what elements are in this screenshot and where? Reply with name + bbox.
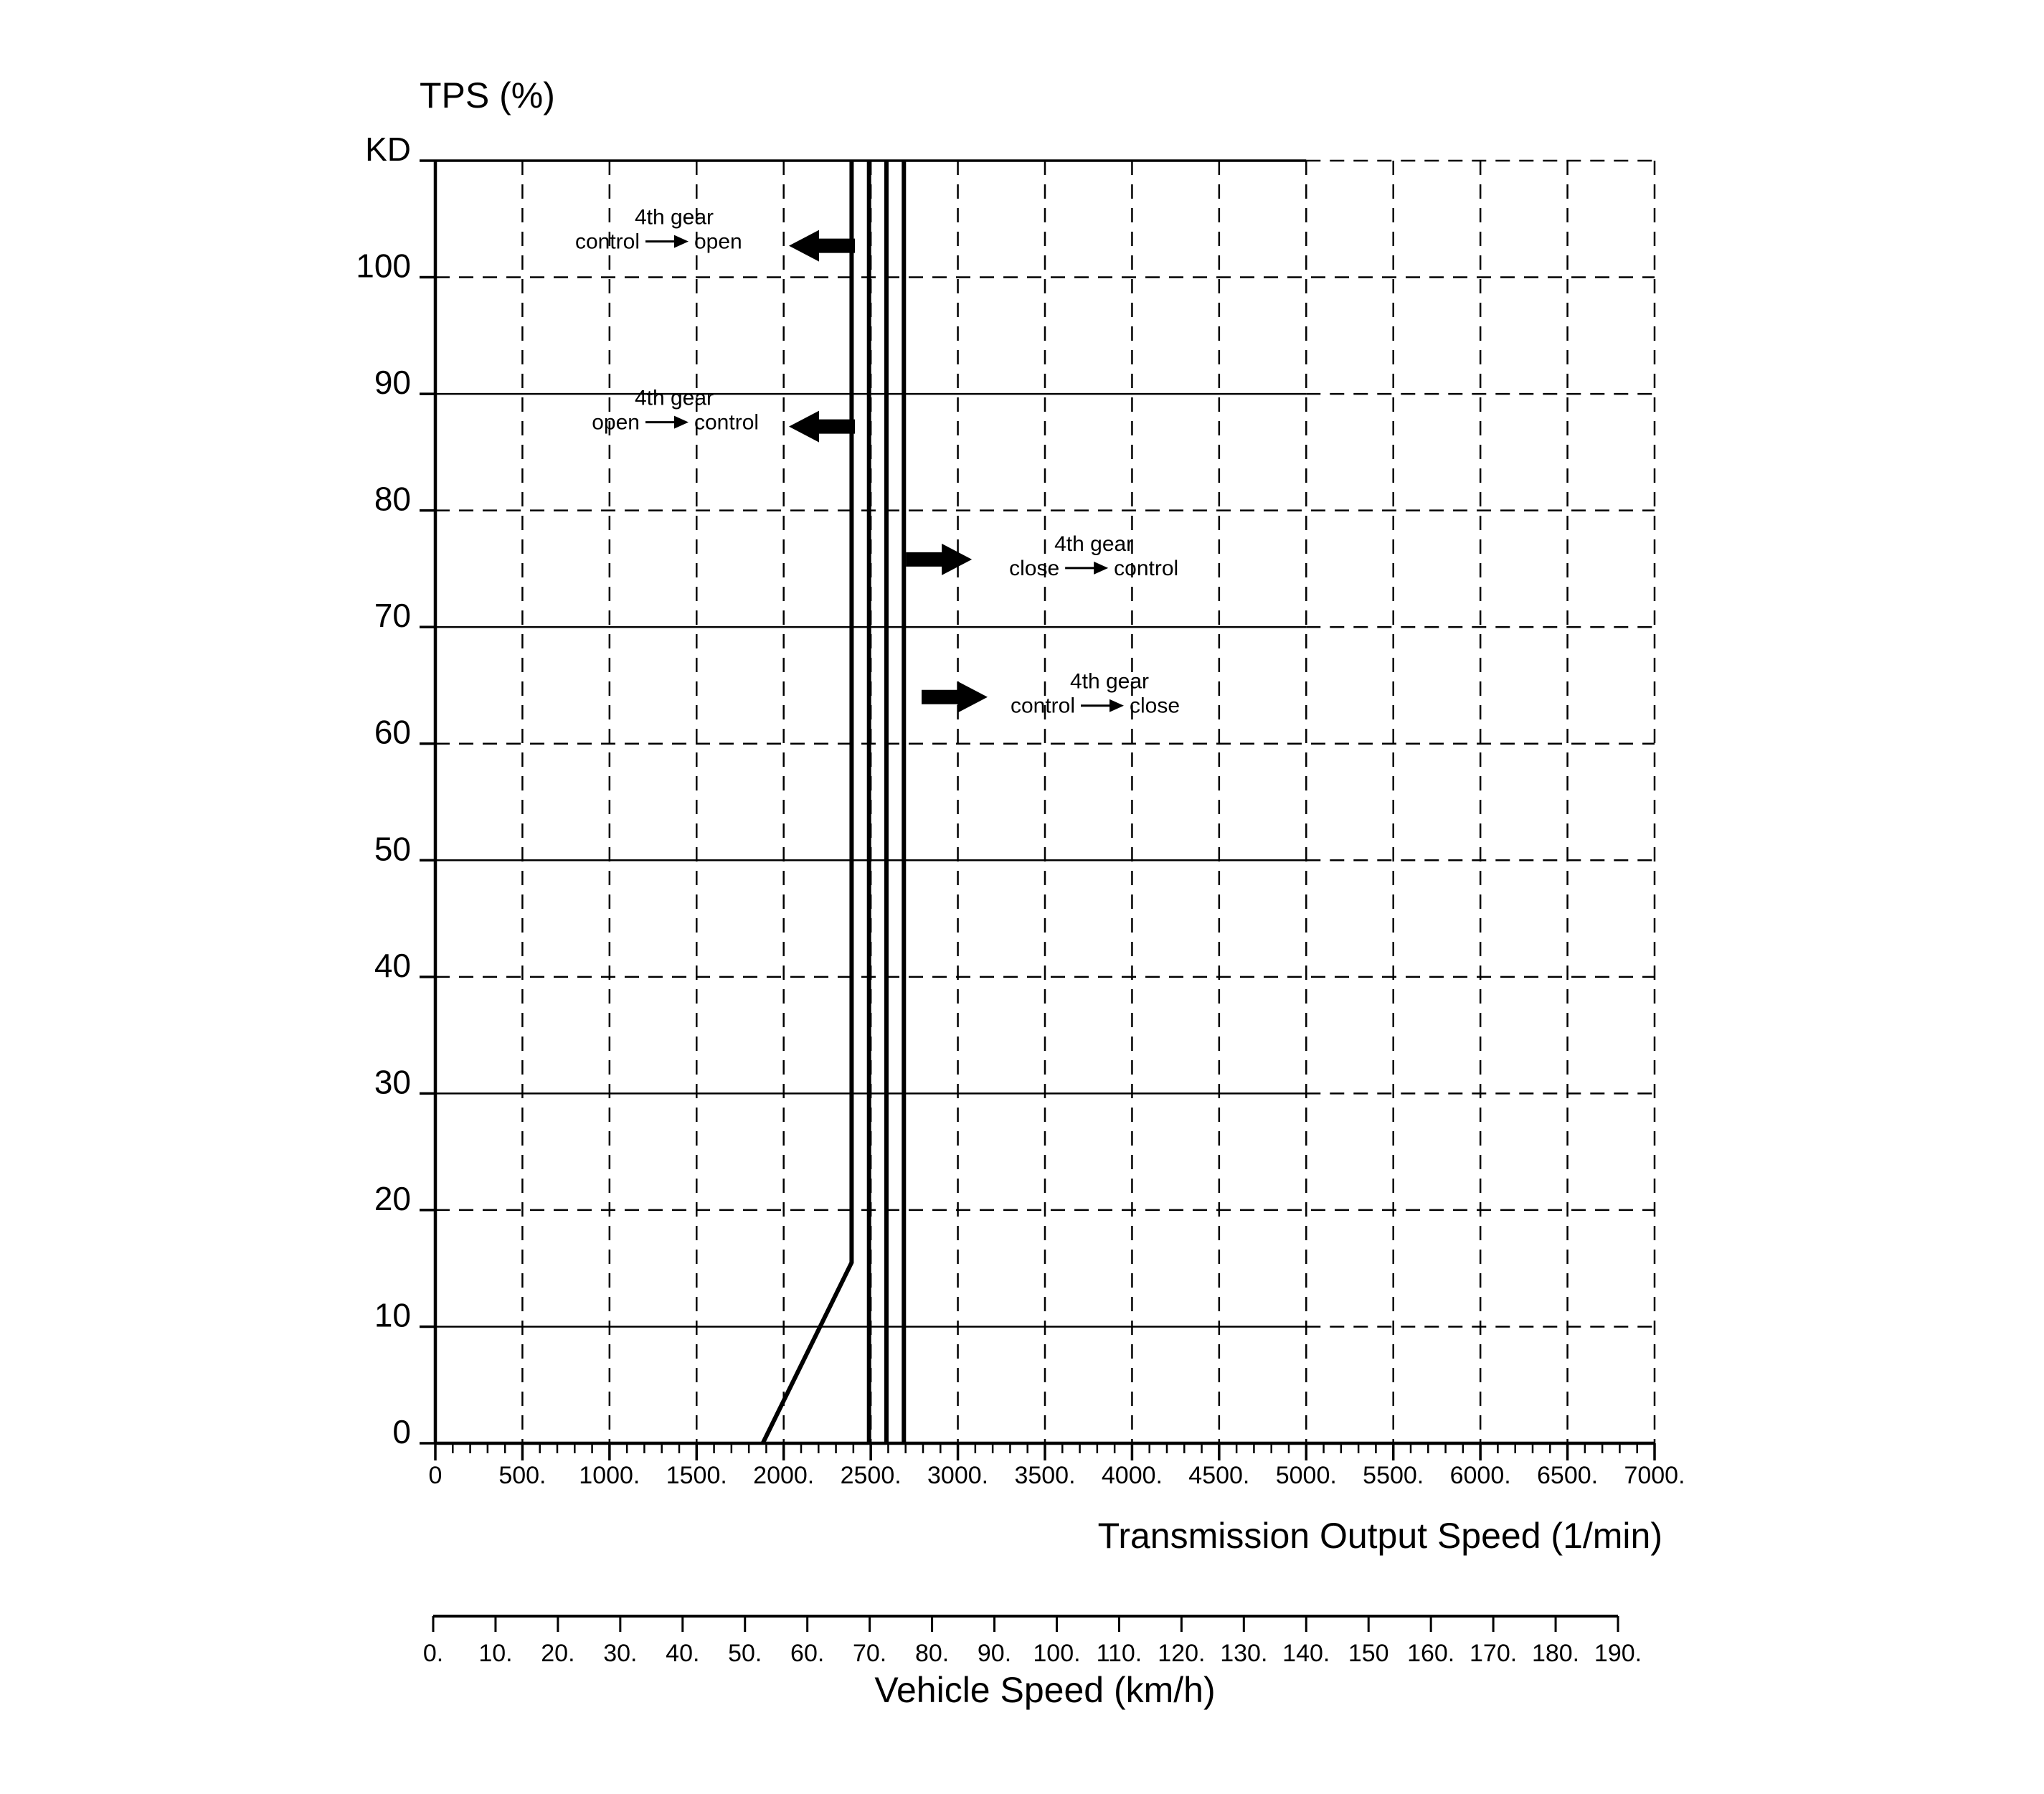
x-tick-label: 3500. bbox=[1014, 1462, 1076, 1489]
y-tick-label: 50 bbox=[374, 830, 411, 868]
vehicle-speed-tick-label: 50. bbox=[728, 1640, 762, 1667]
x-tick-label: 4500. bbox=[1188, 1462, 1250, 1489]
vehicle-speed-tick-label: 10. bbox=[478, 1640, 513, 1667]
x-tick-label: 4000. bbox=[1101, 1462, 1163, 1489]
annotation-title: 4th gear bbox=[634, 205, 714, 230]
x-tick-label: 6000. bbox=[1449, 1462, 1511, 1489]
vehicle-speed-tick-label: 190. bbox=[1594, 1640, 1642, 1667]
vehicle-speed-tick-label: 130. bbox=[1220, 1640, 1268, 1667]
vehicle-speed-tick-label: 140. bbox=[1282, 1640, 1330, 1667]
annotation-to: open bbox=[694, 230, 742, 254]
y-tick-label: 60 bbox=[374, 713, 411, 751]
x-tick-label: 500. bbox=[498, 1462, 547, 1489]
annotation-title: 4th gear bbox=[1069, 669, 1150, 694]
y-tick-label: 10 bbox=[374, 1296, 411, 1334]
vehicle-speed-tick-label: 160. bbox=[1407, 1640, 1455, 1667]
x-tick-label: 2000. bbox=[753, 1462, 815, 1489]
annotation-title: 4th gear bbox=[1054, 532, 1134, 556]
annotation-from: control bbox=[574, 230, 640, 254]
vehicle-speed-tick-label: 20. bbox=[541, 1640, 575, 1667]
y-tick-label: 0 bbox=[392, 1413, 411, 1450]
y-tick-label: 70 bbox=[374, 597, 411, 635]
vehicle-speed-tick-label: 60. bbox=[790, 1640, 825, 1667]
y-tick-label: 90 bbox=[374, 364, 411, 402]
x-tick-label: 7000. bbox=[1624, 1462, 1685, 1489]
annotation-title: 4th gear bbox=[634, 386, 714, 410]
secondary-x-axis-title: Vehicle Speed (km/h) bbox=[874, 1670, 1216, 1710]
y-tick-label: 30 bbox=[374, 1063, 411, 1101]
annotation-from: open bbox=[592, 410, 640, 435]
x-tick-label: 6500. bbox=[1537, 1462, 1599, 1489]
x-tick-label: 3000. bbox=[927, 1462, 989, 1489]
annotation-to: control bbox=[694, 410, 760, 435]
x-tick-label: 0 bbox=[428, 1462, 443, 1489]
y-tick-label: KD bbox=[365, 131, 411, 168]
x-tick-label: 1500. bbox=[666, 1462, 727, 1489]
x-tick-label: 5500. bbox=[1363, 1462, 1424, 1489]
vehicle-speed-tick-label: 170. bbox=[1470, 1640, 1518, 1667]
vehicle-speed-tick-label: 110. bbox=[1096, 1640, 1142, 1667]
vehicle-speed-tick-label: 90. bbox=[977, 1640, 1012, 1667]
annotation-to: control bbox=[1114, 556, 1179, 580]
x-tick-label: 5000. bbox=[1275, 1462, 1337, 1489]
annotation-from: control bbox=[1010, 694, 1075, 718]
x-tick-label: 2500. bbox=[840, 1462, 902, 1489]
y-axis-title: TPS (%) bbox=[420, 75, 555, 115]
y-tick-label: 40 bbox=[374, 946, 411, 984]
vehicle-speed-tick-label: 150 bbox=[1348, 1640, 1389, 1667]
vehicle-speed-tick-label: 80. bbox=[914, 1640, 950, 1667]
vehicle-speed-tick-label: 100. bbox=[1033, 1640, 1081, 1667]
annotation-from: close bbox=[1009, 556, 1060, 580]
vehicle-speed-tick-label: 0. bbox=[422, 1640, 444, 1667]
vehicle-speed-tick-label: 40. bbox=[666, 1640, 700, 1667]
vehicle-speed-tick-label: 30. bbox=[603, 1640, 638, 1667]
x-tick-label: 1000. bbox=[579, 1462, 640, 1489]
annotation-to: close bbox=[1130, 694, 1180, 718]
y-tick-label: 80 bbox=[374, 480, 411, 518]
y-tick-label: 100 bbox=[356, 247, 411, 285]
vehicle-speed-tick-label: 120. bbox=[1158, 1640, 1206, 1667]
x-axis-title: Transmission Output Speed (1/min) bbox=[1097, 1516, 1662, 1556]
vehicle-speed-tick-label: 70. bbox=[852, 1640, 887, 1667]
vehicle-speed-tick-label: 180. bbox=[1531, 1640, 1580, 1667]
y-tick-label: 20 bbox=[374, 1179, 411, 1217]
